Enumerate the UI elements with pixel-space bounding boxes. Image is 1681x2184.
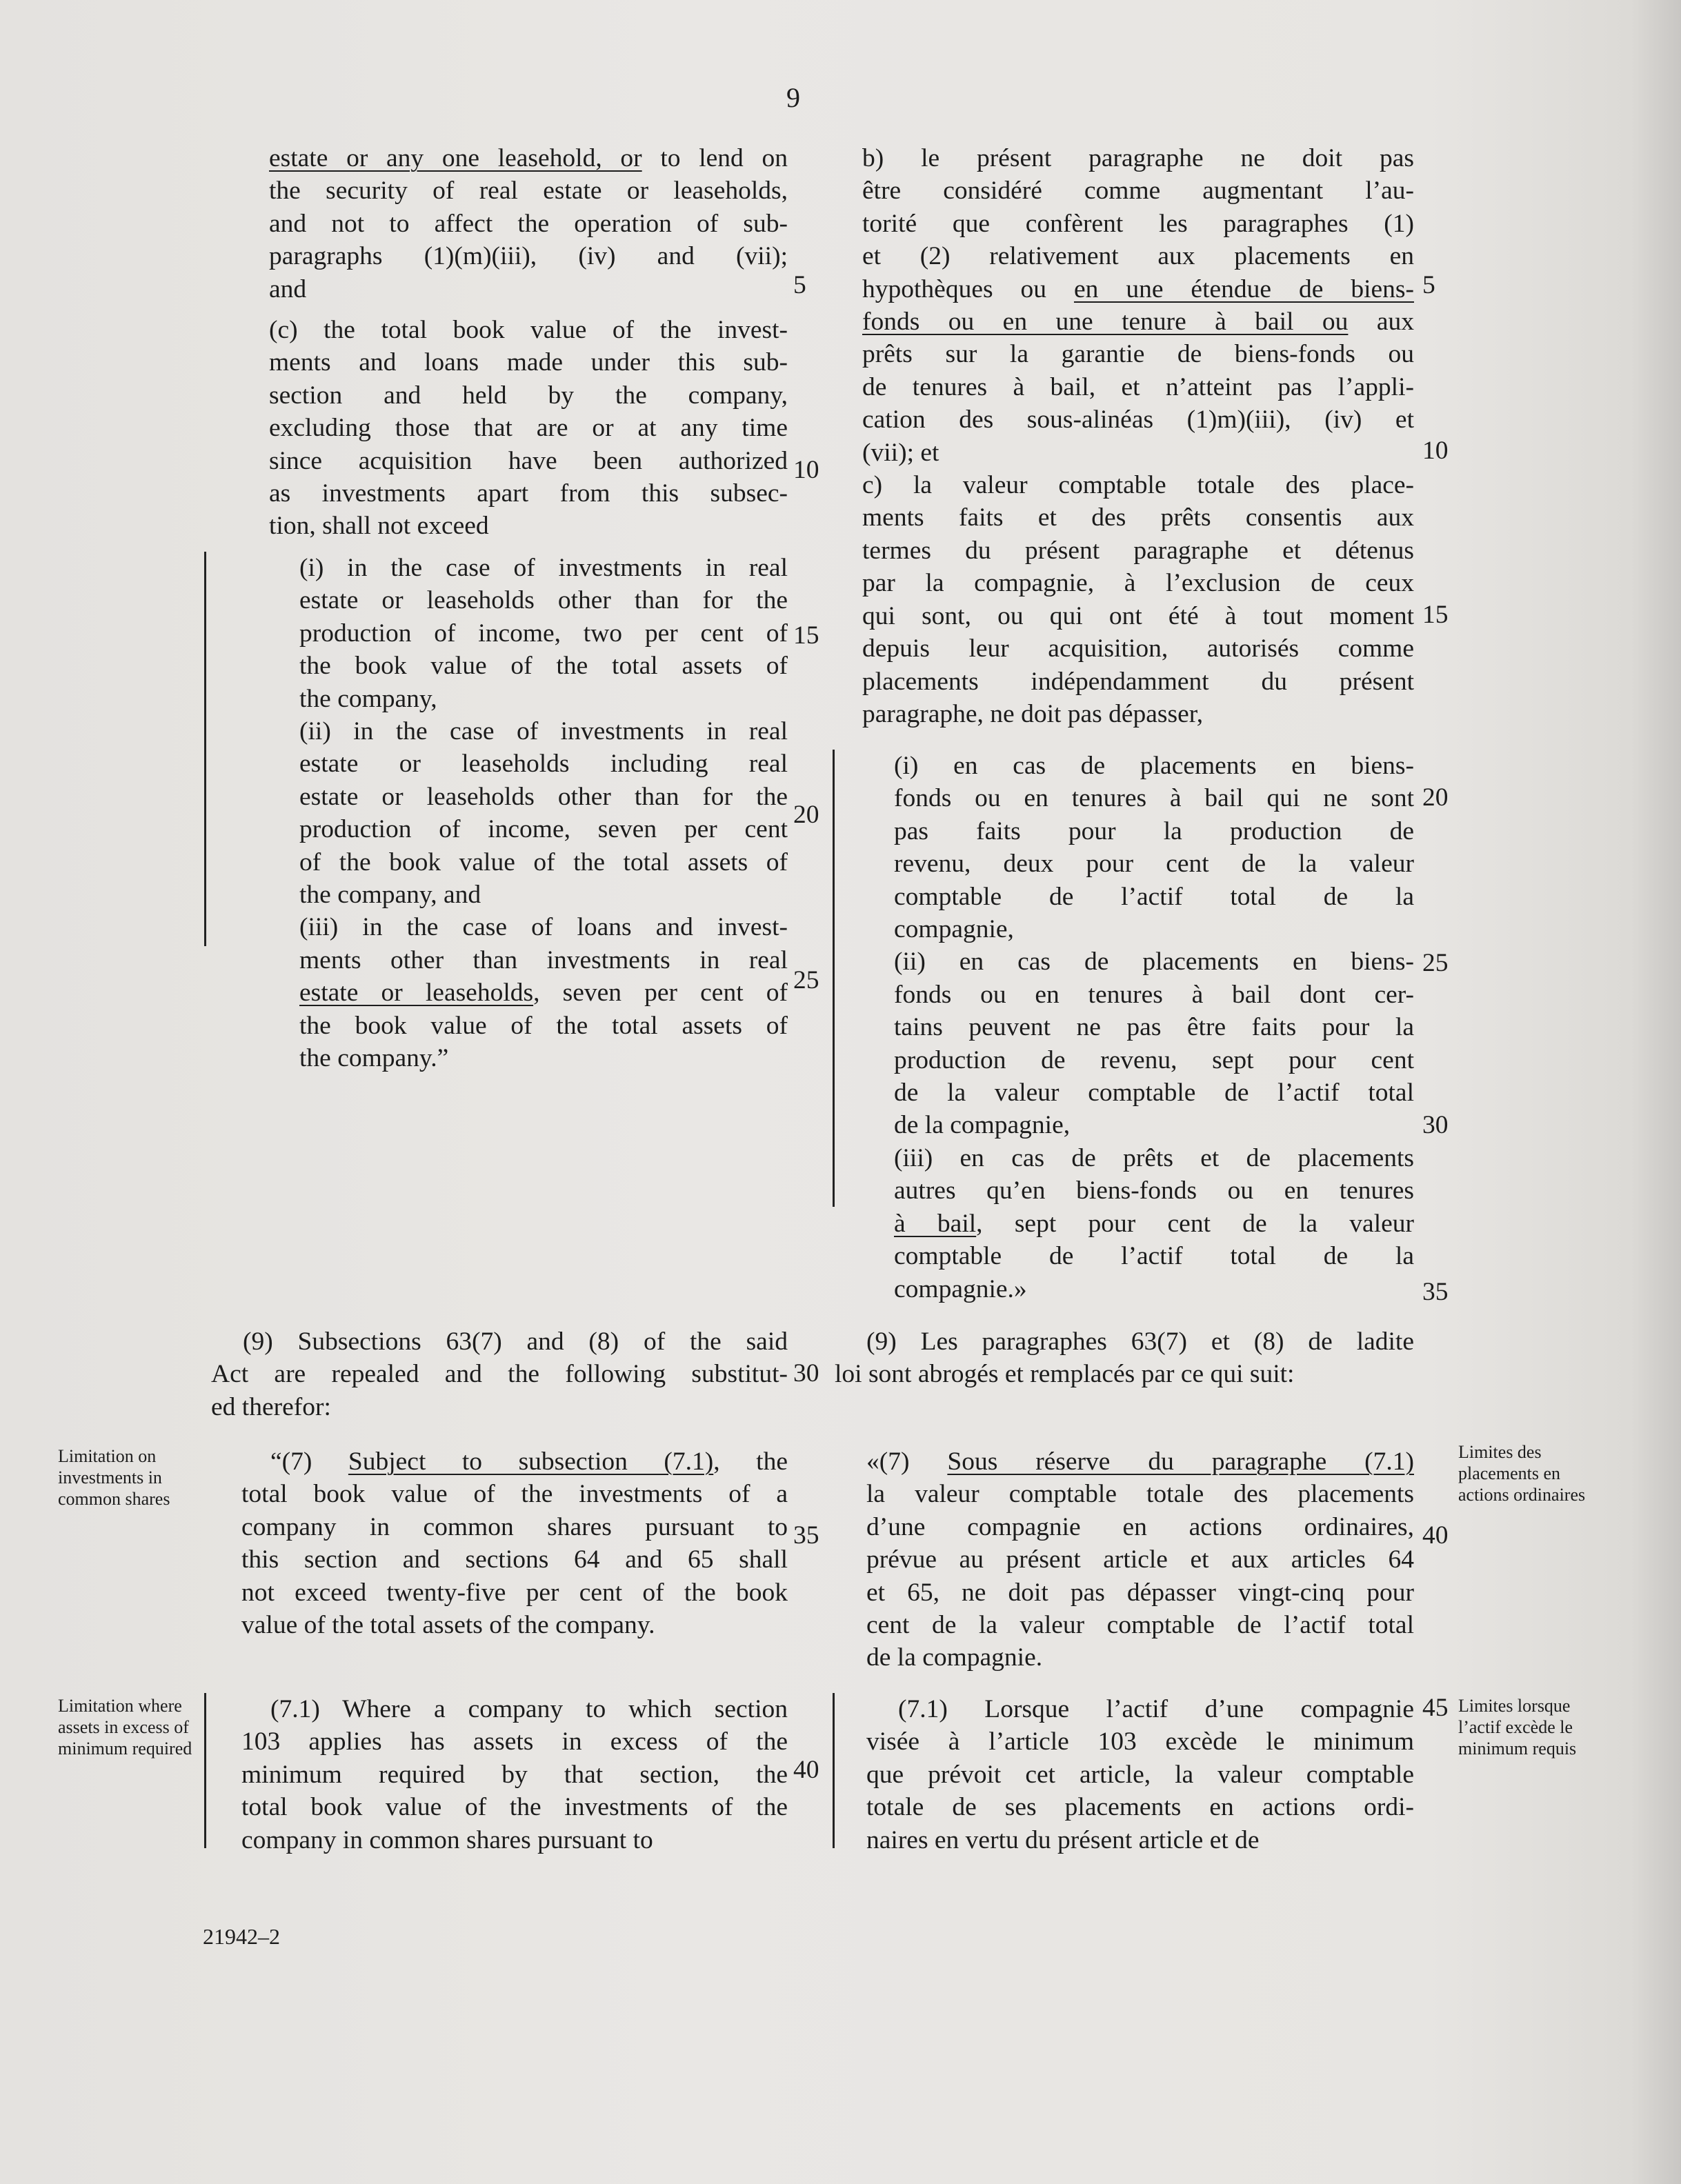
text-line: paragraphe, ne doit pas dépasser, [862,699,1204,728]
text-line: total book value of the investments of the [241,1793,788,1822]
text-line: cent de la valeur comptable de l’actif total [866,1611,1414,1640]
text-line: depuis leur acquisition, autorisés comme [862,634,1414,663]
text-line: être considéré comme augmentant l’au- [862,177,1414,206]
text-line: (i) in the case of investments in real [299,554,788,582]
text-line: (ii) in the case of investments in real [299,717,788,746]
text-line: value of the total assets of the company. [241,1611,655,1640]
en-block-2 [269,314,788,543]
text-line: (vii); et [862,438,939,467]
footer-code: 21942–2 [203,1924,280,1949]
text-line: since acquisition have been authorized [269,446,788,475]
revision-bar-fr-2 [833,1693,835,1848]
en-subparagraphs [299,552,788,1075]
text-line: the book value of the total assets of [299,652,788,681]
text-line: production de revenu, sept pour cent [894,1045,1414,1074]
en-line-number: 25 [793,966,819,994]
text-line: 103 applies has assets in excess of the [241,1727,788,1756]
margin-note-en-1: Limitation on investments in common shares [58,1446,170,1509]
text-line: company in common shares pursuant to [241,1512,788,1541]
text-line: ed therefor: [211,1392,331,1421]
text-line: the security of real estate or leaseholds, [269,177,788,206]
text-line: totale de ses placements en actions ordi- [866,1793,1414,1822]
en-line-number: 20 [793,801,819,829]
text-line: de la valeur comptable de l’actif total [894,1079,1414,1108]
text-line: hypothèques ou en une étendue de biens- [862,274,1414,303]
text-line: (i) en cas de placements en biens- [894,752,1414,780]
en-sub-ii [299,715,788,911]
en-section-7 [241,1445,788,1641]
text-line: (9) Subsections 63(7) and (8) of the said [243,1328,788,1356]
text-line: visée à l’article 103 excède le minimum [866,1727,1414,1756]
text-line: excluding those that are or at any time [269,414,788,443]
text-line: ments faits et des prêts consentis aux [862,503,1414,532]
text-line: section and held by the company, [269,381,788,410]
en-line-number: 15 [793,621,819,650]
text-line: la valeur comptable totale des placements [866,1480,1414,1509]
en-para-9 [211,1325,788,1423]
text-line: (ii) en cas de placements en biens- [894,948,1414,976]
text-line: (7.1) Lorsque l’actif d’une compagnie [898,1695,1414,1723]
text-line: this section and sections 64 and 65 shall [241,1545,788,1574]
text-line: compagnie, [894,915,1014,944]
en-line-number: 10 [793,456,819,484]
margin-note-fr-1: Limites des placements en actions ordinaires [1458,1442,1586,1505]
text-line: fonds ou en tenures à bail qui ne sont [894,784,1414,813]
revision-bar-en-2 [204,1693,206,1848]
text-line: autres qu’en biens-fonds ou en tenures [894,1176,1414,1205]
text-line: à bail, sept pour cent de la valeur [894,1209,1414,1238]
text-line: compagnie.» [894,1274,1027,1303]
text-line: revenu, deux pour cent de la valeur [894,850,1414,879]
text-line: fonds ou en tenures à bail dont cer- [894,980,1414,1009]
revision-bar-en-1 [204,552,206,946]
text-line: «(7) Sous réserve du paragraphe (7.1) [866,1447,1414,1476]
text-line: naires en vertu du présent article et de [866,1825,1260,1854]
text-line: de tenures à bail, et n’atteint pas l’appli- [862,372,1414,401]
text-line: the company, and [299,881,481,910]
show-through [848,179,1642,1903]
fr-line-number: 25 [1422,949,1449,977]
text-line: and not to affect the operation of sub- [269,209,788,238]
text-line: estate or leaseholds other than for the [299,782,788,811]
text-line: tains peuvent ne pas être faits pour la [894,1013,1414,1042]
text-line: (9) Les paragraphes 63(7) et (8) de ladite [866,1328,1414,1356]
text-line: and [269,274,307,303]
text-line: Act are repealed and the following substitut- [211,1360,788,1389]
text-line: production of income, two per cent of [299,619,788,648]
text-line: placements indépendamment du présent [862,667,1414,696]
fr-line-number: 15 [1422,601,1449,629]
text-line: ments and loans made under this sub- [269,348,788,377]
en-line-number: 30 [793,1359,819,1387]
text-line: et (2) relativement aux placements en [862,242,1414,271]
fr-line-number: 35 [1422,1278,1449,1306]
text-line: the company, [299,684,437,713]
fr-line-number: 45 [1422,1694,1449,1722]
revision-bar-fr-1 [833,750,835,1207]
text-line: as investments apart from this subsec- [269,479,788,508]
text-line: loi sont abrogés et remplacés par ce qui suit: [835,1360,1295,1389]
fr-line-number: 10 [1422,437,1449,465]
en-line-number: 5 [793,271,806,299]
text-line: tion, shall not exceed [269,512,489,541]
text-line: “(7) Subject to subsection (7.1), the [270,1447,788,1476]
margin-note-fr-2: Limites lorsque l’actif excède le minimum requis [1458,1696,1577,1759]
english-column [269,142,788,543]
text-line: of the book value of the total assets of [299,848,788,876]
text-line: comptable de l’actif total de la [894,882,1414,911]
text-line: prêts sur la garantie de biens-fonds ou [862,340,1414,369]
text-line: estate or any one leasehold, or to lend on [269,144,788,172]
text-line: ments other than investments in real [299,945,788,974]
text-line: estate or leaseholds other than for the [299,586,788,615]
text-line: total book value of the investments of a [241,1480,788,1509]
text-line: torité que confèrent les paragraphes (1) [862,209,1414,238]
en-line-number: 40 [793,1756,819,1784]
fr-line-number: 5 [1422,271,1435,299]
margin-note-en-2: Limitation where assets in excess of minimum required [58,1696,192,1759]
fr-line-number: 30 [1422,1111,1449,1139]
text-line: fonds ou en une tenure à bail ou aux [862,308,1414,337]
text-line: d’une compagnie en actions ordinaires, [866,1512,1414,1541]
fr-line-number: 20 [1422,783,1449,812]
text-line: estate or leaseholds, seven per cent of [299,979,788,1008]
fr-line-number: 40 [1422,1521,1449,1550]
text-line: minimum required by that section, the [241,1760,788,1789]
text-line: paragraphs (1)(m)(iii), (iv) and (vii); [269,242,788,271]
text-line: not exceed twenty-five per cent of the book [241,1578,788,1607]
text-line: (c) the total book value of the invest- [269,316,788,345]
en-section-7-1 [241,1693,788,1856]
text-line: et 65, ne doit pas dépasser vingt-cinq pour [866,1578,1414,1607]
page-number: 9 [786,82,800,113]
en-sub-i [299,552,788,715]
text-line: company in common shares pursuant to [241,1825,653,1854]
text-line: qui sont, ou qui ont été à tout moment [862,601,1414,630]
text-line: de la compagnie, [894,1111,1071,1140]
text-line: estate or leaseholds including real [299,750,788,779]
text-line: que prévoit cet article, la valeur comptable [866,1760,1414,1789]
text-line: the book value of the total assets of [299,1011,788,1040]
text-line: pas faits pour la production de [894,817,1414,845]
text-line: termes du présent paragraphe et détenus [862,536,1414,565]
text-line: prévue au présent article et aux articles 64 [866,1545,1414,1574]
text-line: (7.1) Where a company to which section [270,1695,788,1723]
text-line: production of income, seven per cent [299,815,788,844]
en-sub-iii [299,911,788,1074]
text-line: cation des sous-alinéas (1)m)(iii), (iv) et [862,405,1414,434]
en-line-number: 35 [793,1521,819,1550]
text-line: par la compagnie, à l’exclusion de ceux [862,569,1414,598]
text-line: de la compagnie. [866,1643,1043,1672]
text-line: the company.” [299,1044,449,1073]
text-line: comptable de l’actif total de la [894,1242,1414,1271]
text-line: c) la valeur comptable totale des place- [862,471,1414,500]
text-line: (iii) in the case of loans and invest- [299,913,788,942]
text-line: b) le présent paragraphe ne doit pas [862,144,1414,172]
text-line: (iii) en cas de prêts et de placements [894,1143,1414,1172]
en-block-1 [269,142,788,305]
